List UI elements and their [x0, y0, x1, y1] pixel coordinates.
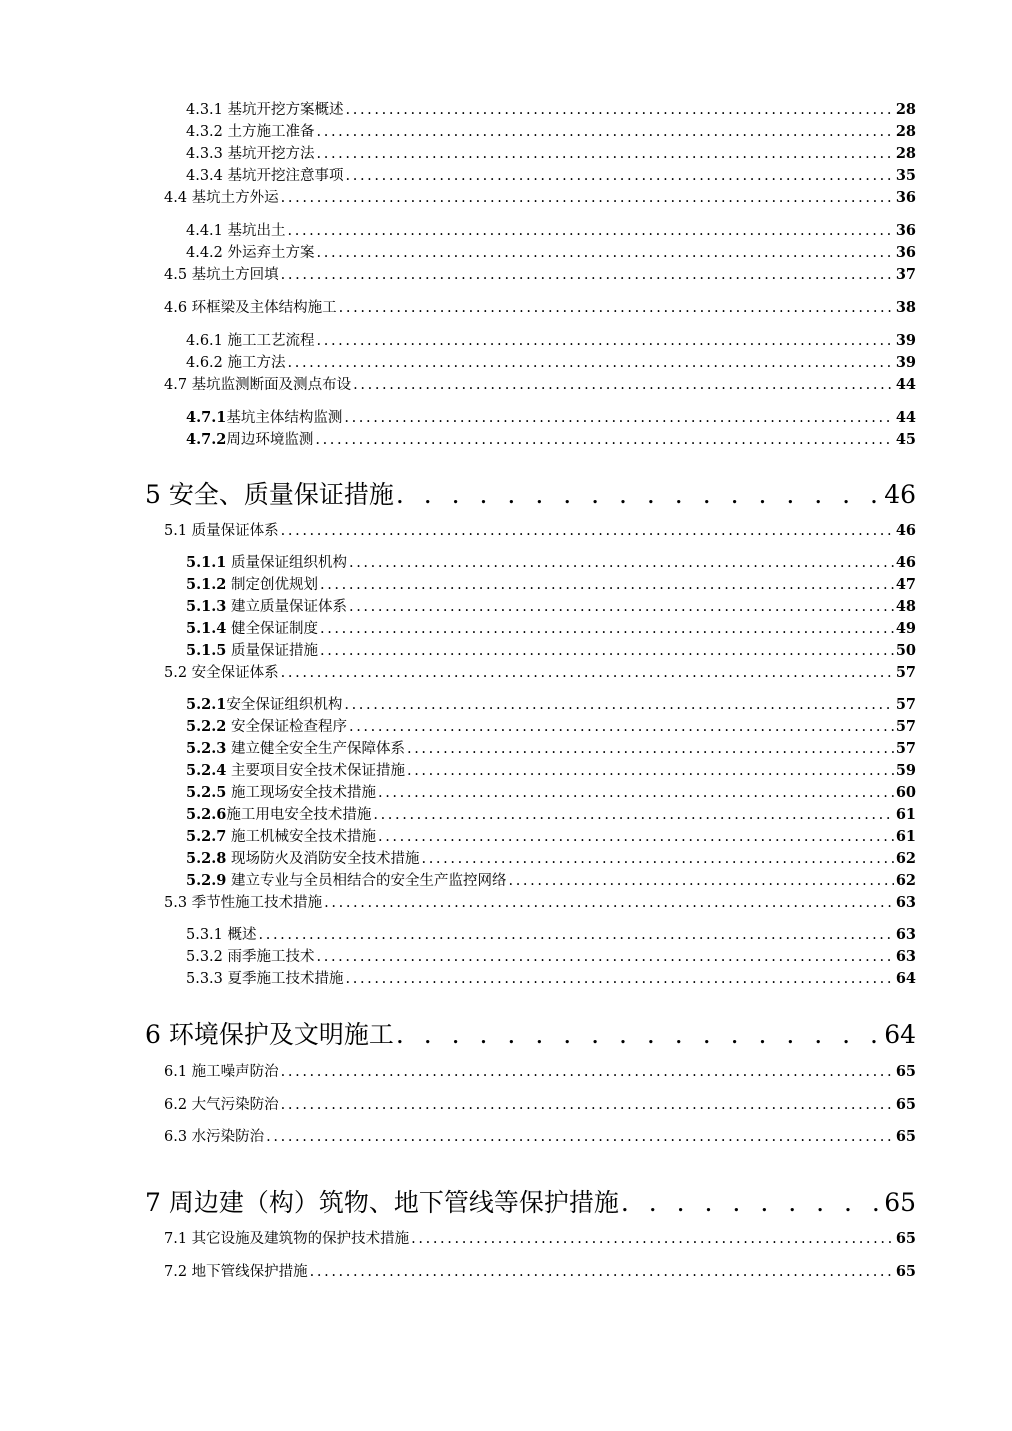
- toc-page-number: 65: [884, 1188, 916, 1217]
- dot-leader: [317, 245, 894, 261]
- toc-entry-text: 质量保证组织机构: [226, 555, 347, 571]
- toc-entry-text: 周边环境监测: [226, 432, 314, 448]
- dot-leader: [320, 621, 894, 637]
- toc-entry[interactable]: [186, 825, 916, 846]
- toc-entry-title: [186, 847, 419, 868]
- toc-entry-number: 5.2.1: [186, 696, 227, 713]
- toc-entry-title: 4.3.1 基坑开挖方案概述: [186, 102, 344, 118]
- toc-entry-title: [186, 693, 342, 714]
- toc-page-number: 61: [895, 806, 916, 823]
- dot-leader: [396, 480, 882, 509]
- toc-entry-title: [186, 825, 376, 846]
- toc-entry-text: 基坑主体结构监测: [226, 410, 343, 426]
- toc-entry-title: 6.2 大气污染防治: [164, 1097, 279, 1113]
- dot-leader: [317, 124, 894, 140]
- toc-entry-title: 5.3.1 概述: [186, 927, 257, 943]
- toc-entry-title: 4.5 基坑土方回填: [164, 267, 279, 283]
- toc-chapter-entry[interactable]: [145, 475, 916, 511]
- dot-leader: [315, 432, 893, 448]
- toc-entry[interactable]: [186, 715, 916, 736]
- toc-entry-title: [186, 595, 347, 616]
- toc-page-number: 39: [895, 332, 916, 349]
- toc-entry[interactable]: [164, 891, 916, 912]
- toc-page-number: 60: [895, 784, 916, 801]
- toc-entry-title: 4.7 基坑监测断面及测点布设: [164, 377, 352, 393]
- toc-page-number: 62: [895, 850, 916, 867]
- toc-page-number: 61: [895, 828, 916, 845]
- toc-entry-title: [186, 781, 376, 802]
- toc-entry-number: 5.1.1: [186, 554, 227, 571]
- toc-page-number: 37: [895, 266, 916, 283]
- toc-entry[interactable]: [186, 945, 916, 966]
- toc-entry[interactable]: [186, 759, 916, 780]
- toc-page-number: 63: [895, 926, 916, 943]
- toc-page-number: 47: [895, 576, 916, 593]
- toc-entry-title: [186, 428, 313, 449]
- toc-entry[interactable]: [186, 595, 916, 616]
- toc-page-number: 28: [895, 101, 916, 118]
- toc-page-number: 46: [895, 554, 916, 571]
- toc-page-number: 36: [895, 189, 916, 206]
- dot-leader: [508, 873, 893, 889]
- toc-page-number: 36: [895, 244, 916, 261]
- toc-page-number: 65: [895, 1063, 916, 1080]
- dot-leader: [346, 971, 894, 987]
- toc-entry[interactable]: [164, 1260, 916, 1281]
- dot-leader: [421, 851, 893, 867]
- dot-leader: [378, 785, 894, 801]
- dot-leader: [266, 1129, 894, 1145]
- toc-entry-text: 现场防火及消防安全技术措施: [226, 851, 420, 867]
- toc-entry[interactable]: [186, 351, 916, 372]
- toc-entry-number: 5.2.6: [186, 806, 227, 823]
- toc-entry-title: [186, 803, 371, 824]
- toc-entry-text: 建立健全安全生产保障体系: [226, 741, 405, 757]
- toc-entry-number: 5.2.8: [186, 850, 227, 867]
- toc-chapter-entry[interactable]: [145, 1015, 916, 1051]
- toc-page-number: 36: [895, 222, 916, 239]
- toc-entry-title: 7 周边建（构）筑物、地下管线等保护措施: [145, 1188, 619, 1217]
- toc-page-number: 65: [895, 1128, 916, 1145]
- toc-entry[interactable]: [186, 967, 916, 988]
- dot-leader: [349, 599, 894, 615]
- toc-entry-text: 制定创优规划: [226, 577, 318, 593]
- dot-leader: [407, 763, 894, 779]
- toc-entry-number: 5.2.7: [186, 828, 227, 845]
- toc-page-number: 64: [895, 970, 916, 987]
- toc-entry[interactable]: [186, 219, 916, 240]
- toc-entry-title: 4.4 基坑土方外运: [164, 190, 279, 206]
- toc-entry-text: 安全保证组织机构: [226, 697, 343, 713]
- toc-entry-text: 质量保证措施: [226, 643, 318, 659]
- toc-entry[interactable]: [186, 241, 916, 262]
- toc-entry-text: 安全保证检查程序: [226, 719, 347, 735]
- toc-page-number: 46: [895, 522, 916, 539]
- dot-leader: [346, 168, 894, 184]
- dot-leader: [339, 300, 894, 316]
- toc-entry[interactable]: [186, 693, 916, 714]
- toc-entry[interactable]: [186, 573, 916, 594]
- toc-entry-number: 5.2.4: [186, 762, 227, 779]
- dot-leader: [320, 577, 894, 593]
- toc-entry-title: [186, 551, 347, 572]
- toc-page-number: 63: [895, 948, 916, 965]
- toc-entry-title: 5.1 质量保证体系: [164, 523, 279, 539]
- dot-leader: [324, 895, 894, 911]
- toc-page-number: 50: [895, 642, 916, 659]
- toc-entry-text: 建立专业与全员相结合的安全生产监控网络: [226, 873, 507, 889]
- toc-entry-title: [186, 573, 318, 594]
- toc-entry-text: 施工用电安全技术措施: [226, 807, 372, 823]
- dot-leader: [317, 949, 894, 965]
- toc-page-number: 65: [895, 1230, 916, 1247]
- toc-entry-title: 4.4.2 外运弃土方案: [186, 245, 315, 261]
- toc-page-number: 62: [895, 872, 916, 889]
- toc-entry[interactable]: [164, 1093, 916, 1114]
- toc-page-number: 57: [895, 718, 916, 735]
- toc-entry-number: 5.2.9: [186, 872, 227, 889]
- toc-entry-number: 4.7.2: [186, 431, 227, 448]
- toc-page-number: 57: [895, 740, 916, 757]
- toc-entry-text: 主要项目安全技术保证措施: [226, 763, 405, 779]
- toc-page-number: 65: [895, 1096, 916, 1113]
- toc-entry[interactable]: [186, 406, 916, 427]
- toc-page-number: 39: [895, 354, 916, 371]
- toc-entry[interactable]: [186, 869, 916, 890]
- toc-entry[interactable]: [186, 329, 916, 350]
- toc-page-number: 48: [895, 598, 916, 615]
- toc-entry-number: 5.2.5: [186, 784, 227, 801]
- toc-entry-title: 6.3 水污染防治: [164, 1129, 265, 1145]
- toc-entry-title: 4.3.3 基坑开挖方法: [186, 146, 315, 162]
- toc-entry[interactable]: [164, 661, 916, 682]
- dot-leader: [373, 807, 893, 823]
- toc-entry-number: 5.1.5: [186, 642, 227, 659]
- dot-leader: [281, 1064, 894, 1080]
- dot-leader: [349, 719, 894, 735]
- toc-entry[interactable]: [186, 923, 916, 944]
- toc-entry[interactable]: [164, 296, 916, 317]
- toc-entry[interactable]: [164, 186, 916, 207]
- toc-entry-number: 5.2.2: [186, 718, 227, 735]
- toc-page-number: 46: [884, 480, 916, 509]
- toc-entry[interactable]: [164, 1227, 916, 1248]
- toc-entry-title: 7.1 其它设施及建筑物的保护技术措施: [164, 1231, 410, 1247]
- toc-page-number: 28: [895, 145, 916, 162]
- toc-entry-title: 5.3.2 雨季施工技术: [186, 949, 315, 965]
- toc-entry-number: 5.2.3: [186, 740, 227, 757]
- toc-page-number: 57: [895, 696, 916, 713]
- toc-entry[interactable]: [186, 142, 916, 163]
- toc-entry-title: [186, 737, 405, 758]
- toc-entry-title: 6 环境保护及文明施工: [145, 1020, 394, 1049]
- dot-leader: [281, 190, 894, 206]
- toc-entry[interactable]: [186, 781, 916, 802]
- dot-leader: [281, 1097, 894, 1113]
- toc-entry-title: 5.2 安全保证体系: [164, 665, 279, 681]
- toc-page-number: 49: [895, 620, 916, 637]
- toc-entry-title: [186, 639, 318, 660]
- dot-leader: [621, 1188, 882, 1217]
- dot-leader: [407, 741, 894, 757]
- toc-page-number: 45: [895, 431, 916, 448]
- dot-leader: [310, 1264, 894, 1280]
- dot-leader: [344, 410, 893, 426]
- toc-entry-number: 4.7.1: [186, 409, 227, 426]
- toc-entry-title: 5.3.3 夏季施工技术措施: [186, 971, 344, 987]
- dot-leader: [378, 829, 894, 845]
- dot-leader: [317, 333, 894, 349]
- toc-entry-title: 4.4.1 基坑出土: [186, 223, 286, 239]
- dot-leader: [349, 555, 894, 571]
- dot-leader: [281, 267, 894, 283]
- toc-entry-title: 4.6 环框梁及主体结构施工: [164, 300, 337, 316]
- toc-entry[interactable]: [186, 803, 916, 824]
- toc-entry-number: 5.1.2: [186, 576, 227, 593]
- toc-entry[interactable]: [186, 551, 916, 572]
- toc-page-number: 65: [895, 1263, 916, 1280]
- toc-page-number: 44: [895, 376, 916, 393]
- toc-entry[interactable]: [186, 639, 916, 660]
- toc-entry[interactable]: [186, 98, 916, 119]
- toc-entry[interactable]: [186, 617, 916, 638]
- toc-entry-title: 5 安全、质量保证措施: [145, 480, 394, 509]
- toc-entry-text: 健全保证制度: [226, 621, 318, 637]
- toc-entry-text: 施工机械安全技术措施: [226, 829, 376, 845]
- dot-leader: [320, 643, 894, 659]
- toc-entry-text: 施工现场安全技术措施: [226, 785, 376, 801]
- dot-leader: [344, 697, 893, 713]
- toc-entry[interactable]: [186, 428, 916, 449]
- toc-entry[interactable]: [164, 263, 916, 284]
- toc-entry-title: 4.6.2 施工方法: [186, 355, 286, 371]
- toc-chapter-entry[interactable]: [145, 1183, 916, 1219]
- toc-entry-title: 4.3.4 基坑开挖注意事项: [186, 168, 344, 184]
- toc-entry[interactable]: [164, 519, 916, 540]
- dot-leader: [353, 377, 894, 393]
- toc-entry-title: [186, 869, 506, 890]
- toc-entry-title: [186, 715, 347, 736]
- toc-entry-number: 5.1.3: [186, 598, 227, 615]
- toc-entry-title: 5.3 季节性施工技术措施: [164, 895, 323, 911]
- toc-entry[interactable]: [186, 737, 916, 758]
- dot-leader: [396, 1020, 882, 1049]
- toc-entry-number: 5.1.4: [186, 620, 227, 637]
- toc-entry[interactable]: [186, 847, 916, 868]
- dot-leader: [288, 355, 894, 371]
- toc-page-number: 57: [895, 664, 916, 681]
- dot-leader: [281, 523, 894, 539]
- dot-leader: [288, 223, 894, 239]
- toc-entry-title: [186, 617, 318, 638]
- toc-entry-title: 4.6.1 施工工艺流程: [186, 333, 315, 349]
- toc-entry-title: [186, 759, 405, 780]
- toc-entry-title: 4.3.2 土方施工准备: [186, 124, 315, 140]
- toc-entry[interactable]: [186, 164, 916, 185]
- dot-leader: [281, 665, 894, 681]
- toc-page-number: 59: [895, 762, 916, 779]
- toc-page-number: 44: [895, 409, 916, 426]
- toc-entry-title: 6.1 施工噪声防治: [164, 1064, 279, 1080]
- toc-entry[interactable]: [164, 1060, 916, 1081]
- toc-page-number: 63: [895, 894, 916, 911]
- toc-entry[interactable]: [186, 120, 916, 141]
- toc-entry[interactable]: [164, 1125, 916, 1146]
- dot-leader: [411, 1231, 894, 1247]
- toc-page-number: 28: [895, 123, 916, 140]
- dot-leader: [317, 146, 894, 162]
- toc-entry-text: 建立质量保证体系: [226, 599, 347, 615]
- toc-page-number: 64: [884, 1020, 916, 1049]
- toc-entry-title: 7.2 地下管线保护措施: [164, 1264, 308, 1280]
- toc-entry[interactable]: [164, 373, 916, 394]
- toc-page-number: 38: [895, 299, 916, 316]
- dot-leader: [259, 927, 894, 943]
- dot-leader: [346, 102, 894, 118]
- toc-entry-title: [186, 406, 342, 427]
- toc-page-number: 35: [895, 167, 916, 184]
